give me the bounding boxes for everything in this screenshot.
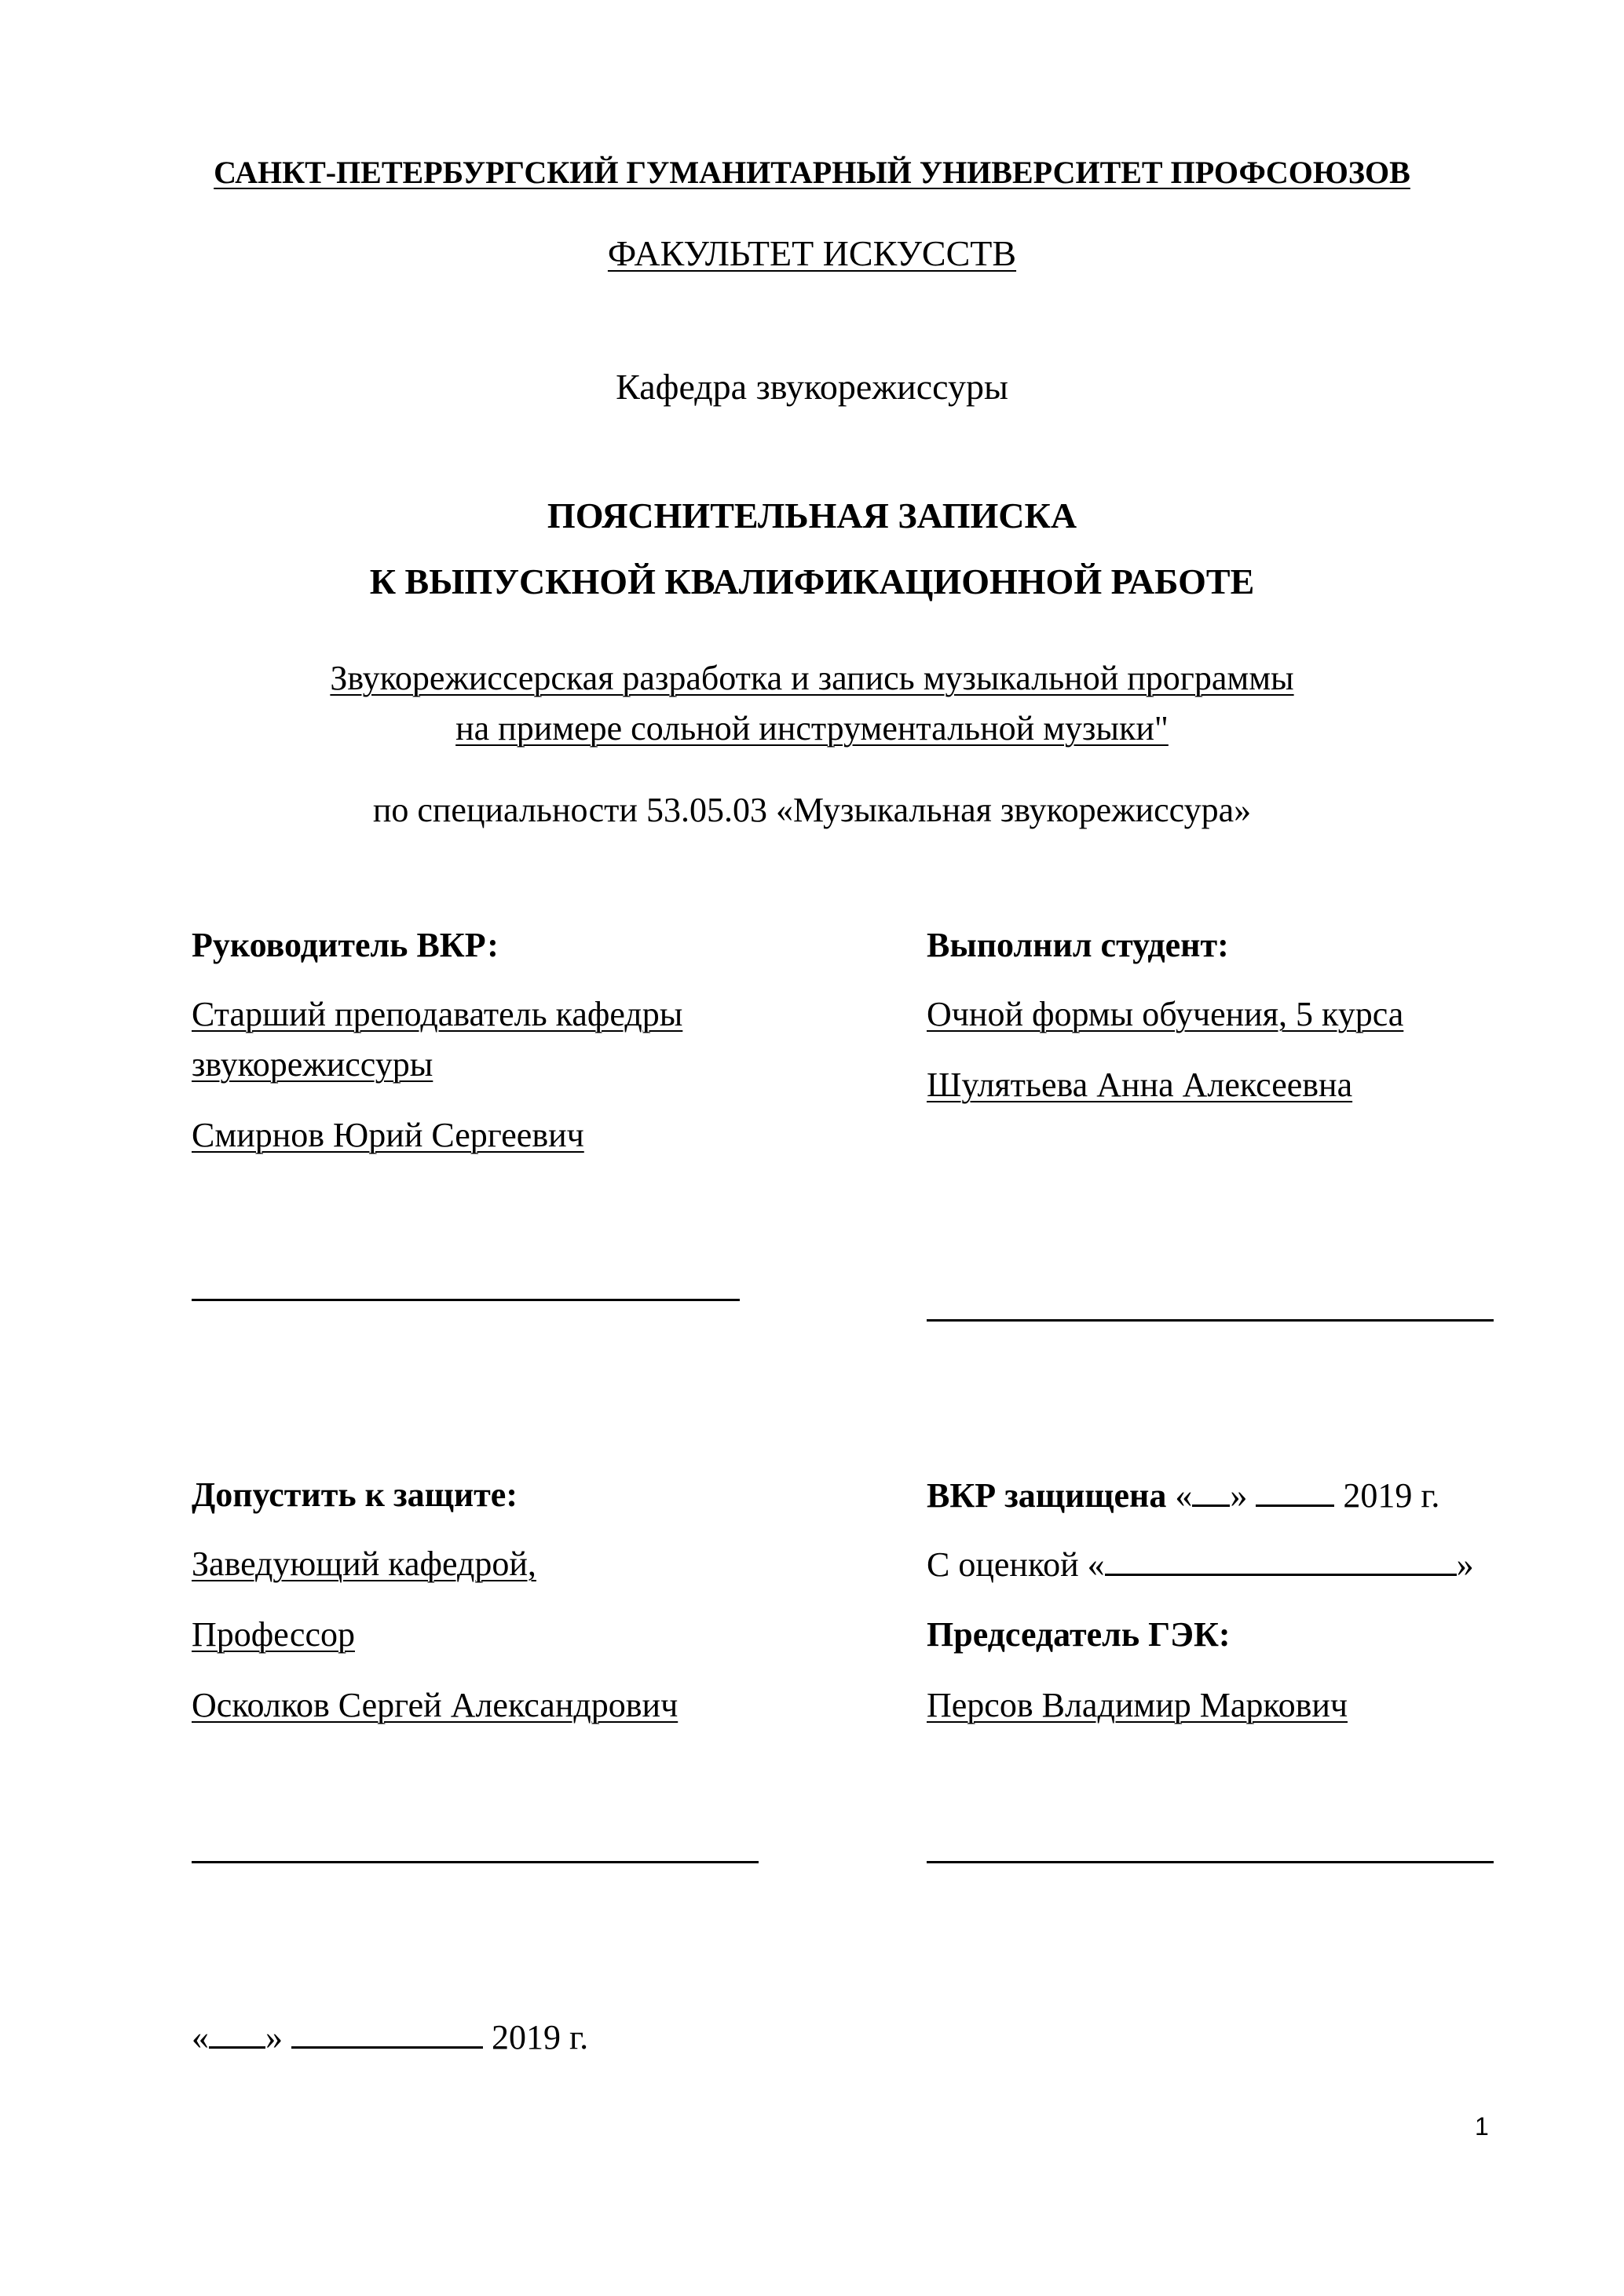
admission-name: Осколков Сергей Александрович: [192, 1686, 678, 1724]
defense-day-blank: [1192, 1475, 1230, 1507]
document-title-line1: ПОЯСНИТЕЛЬНАЯ ЗАПИСКА: [547, 495, 1077, 536]
specialty: по специальности 53.05.03 «Музыкальная звукорежиссура»: [372, 791, 1252, 829]
supervisor-heading: Руководитель ВКР:: [192, 926, 499, 964]
grade-close: »: [1456, 1545, 1474, 1584]
admission-title: Профессор: [192, 1615, 355, 1654]
defense-year: 2019 г.: [1343, 1476, 1440, 1515]
chair-heading: Председатель ГЭК:: [927, 1615, 1231, 1654]
date-quote-close: »: [265, 2018, 283, 2057]
supervisor-position-line2: звукорежиссуры: [192, 1045, 433, 1084]
date-year: 2019 г.: [492, 2018, 589, 2057]
supervisor-position-line1: Старший преподаватель кафедры: [192, 995, 683, 1033]
supervisor-signature-line: [192, 1299, 740, 1301]
defense-quote-open: «: [1175, 1476, 1193, 1515]
grade-label: С оценкой «: [927, 1545, 1105, 1584]
grade-line: [927, 1544, 1474, 1585]
chair-name: Персов Владимир Маркович: [927, 1686, 1348, 1724]
defense-heading: ВКР защищена: [927, 1476, 1167, 1515]
date-month-blank: [291, 2016, 483, 2049]
defense-line: [927, 1475, 1439, 1515]
grade-blank: [1105, 1544, 1457, 1576]
page-number: 1: [1475, 2112, 1489, 2141]
department-name: Кафедра звукорежиссуры: [616, 367, 1008, 407]
admission-signature-line: [192, 1861, 759, 1863]
defense-quote-close: »: [1230, 1476, 1248, 1515]
date-line: [192, 2016, 588, 2057]
admission-position: Заведующий кафедрой,: [192, 1545, 536, 1583]
supervisor-name: Смирнов Юрий Сергеевич: [192, 1116, 584, 1154]
date-day-blank: [209, 2016, 265, 2049]
date-quote-open: «: [192, 2018, 209, 2057]
document-title-line2: К ВЫПУСКНОЙ КВАЛИФИКАЦИОННОЙ РАБОТЕ: [369, 561, 1255, 601]
student-name: Шулятьева Анна Алексеевна: [927, 1066, 1353, 1104]
student-study-form: Очной формы обучения, 5 курса: [927, 995, 1404, 1033]
topic-line2: на примере сольной инструментальной музыки": [455, 709, 1169, 748]
faculty-name: ФАКУЛЬТЕТ ИСКУССТВ: [607, 233, 1017, 273]
defense-month-blank: [1256, 1475, 1334, 1507]
university-name: САНКТ-ПЕТЕРБУРГСКИЙ ГУМАНИТАРНЫЙ УНИВЕРСИТЕТ ПРОФСОЮЗОВ: [214, 155, 1410, 190]
student-heading: Выполнил студент:: [927, 926, 1229, 964]
admission-heading: Допустить к защите:: [192, 1475, 518, 1514]
topic-line1: Звукорежиссерская разработка и запись музыкальной программы: [330, 659, 1294, 697]
chair-signature-line: [927, 1861, 1494, 1863]
student-signature-line: [927, 1319, 1494, 1322]
